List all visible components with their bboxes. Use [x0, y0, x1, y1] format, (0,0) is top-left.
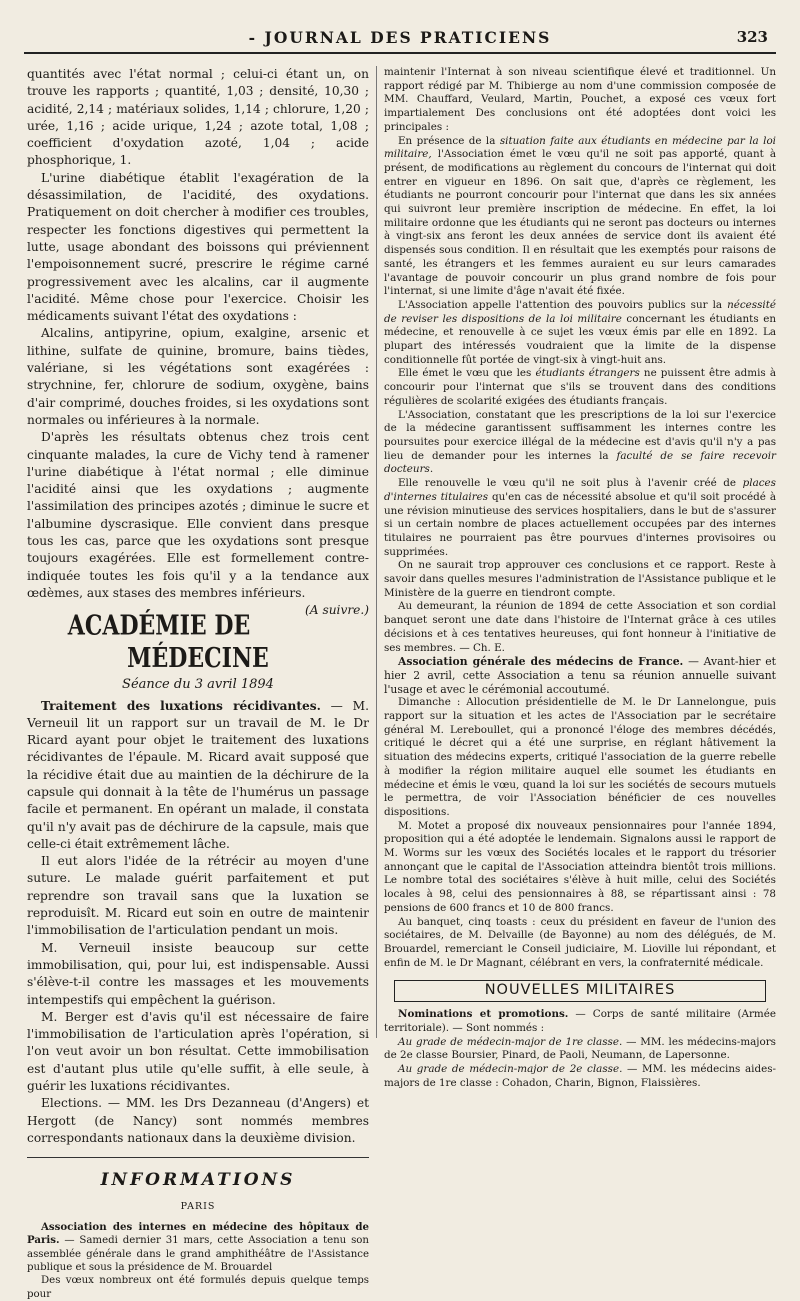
paragraph: Des vœux nombreux ont été formulés depuis quelque temps pour — [27, 1275, 369, 1300]
paragraph: M. Berger est d'avis qu'il est nécessaire de faire l'immobilisation de l'articulation après l'opération, si l'on veut avoir un bon résultat. Cette immobilisation est d'autant plus utile qu'elle suffit, à elle seule, à guérir les luxations récidivantes. — [27, 1009, 369, 1094]
paragraph-text: ne puissent être admis à concourir pour l'internat que s'ils se trouvent dans des conditions régulières de scolarité exigées des étudiants français. — [384, 367, 776, 407]
paragraph: quantités avec l'état normal ; celui-ci étant un, on trouve les rapports ; quantité, 1,03 ; densité, 10,30 ; acidité, 2,14 ; matériaux solides, 1,14 ; chlorure, 1,20 ; urée, 1,16 ; acide urique, 1,24 ; azote total, 1,08 ; coefficient d'oxydation azoté, 1,04 ; acide phosphorique, 1. — [27, 67, 369, 168]
paragraph: L'urine diabétique établit l'exagération de la désassimilation, de l'acidité, des oxydations. Pratiquement on doit chercher à modifier ces troubles, respecter les fonctions digestives qui permettent la lutte, usage abondant des boissons qui préviennent l'empoisonnement sucré, prescrire le régime carné progressivement avec les alcalins, car il augmente l'acidité. Même chose pour l'exercice. Choisir les médicaments suivant l'état des oxydations : — [27, 170, 369, 324]
emphasis: nécessité de reviser les dispositions de la loi militaire — [384, 298, 776, 325]
paragraph — [384, 299, 776, 368]
paragraph — [384, 477, 776, 559]
paragraph — [27, 429, 369, 618]
paragraph: M. Verneuil insiste beaucoup sur cette immobilisation, qui, pour lui, est indispensable. Aussi s'élève-t-il contre les massages et les mouvements intempestifs qui empêchent la guérison. — [27, 940, 369, 1007]
paragraph: Elections. — MM. les Drs Dezanneau (d'Angers) et Hergott (de Nancy) sont nommés membres correspondants nationaux dans la deuxième division. — [27, 1096, 369, 1145]
paragraph-text: — Avant-hier et hier 2 avril, cette Association a tenu sa réunion annuelle suivant l'usage et avec le cérémonial accoutumé. — [384, 655, 776, 696]
informations-title: INFORMATIONS — [100, 1170, 296, 1191]
journal-title: - JOURNAL DES PRATICIENS — [248, 28, 552, 47]
paragraph — [384, 367, 776, 408]
column-divider — [376, 66, 377, 1038]
paragraph: On ne saurait trop approuver ces conclusions et ce rapport. Reste à savoir dans quelles mesures l'administration de l'Assistance publique et le Ministère de la guerre en tiendront compte. — [384, 559, 776, 599]
article-lead: Association des internes en médecine des hôpitaux de Paris. — [27, 1220, 369, 1247]
paragraph-text: l'Association émet le vœu qu'il ne soit pas apporté, quant à présent, de modifications au règlement du concours de l'internat qui doit entrer en vigueur en 1896. On sait que, d'après ce règlement, les étudiants ne pourront concourir pour l'internat que dans les six années qui suivront leur première inscription de médecine. En effet, la loi militaire ordonne que les étudiants qui ne seront pas docteurs ou internes à vingt-six ans feront les deux années de service dont ils avaient été dispensés sous condition. Il en résultait que les exemptés pour raisons de santé, les étrangers et les femmes auraient eu sur leurs camarades l'avantage de pouvoir concourir un plus grand nombre de fois pour l'internat, si une limite d'âge n'avait été fixée. — [384, 148, 776, 298]
section-rule — [27, 1157, 369, 1158]
a-suivre: (A suivre.) — [305, 603, 369, 618]
emphasis: Au grade de médecin-major de 2e classe. — [398, 1062, 623, 1075]
paragraph-text: L'Association appelle l'attention des pouvoirs publics sur la — [398, 298, 728, 311]
paragraph-text: Elle renouvelle le vœu qu'il ne soit plus à l'avenir créé de — [398, 477, 743, 490]
paragraph — [27, 1221, 369, 1275]
paragraph — [384, 655, 776, 696]
paragraph — [384, 1036, 776, 1063]
left-column — [27, 66, 369, 1300]
paragraph — [384, 1008, 776, 1035]
article-lead: Association générale des médecins de France. — [398, 655, 684, 669]
page-header — [24, 26, 776, 52]
paris-subtitle: PARIS — [180, 1200, 216, 1212]
paragraph: maintenir l'Internat à son niveau scientifique élevé et traditionnel. Un rapport rédigé par M. Thibierge au nom d'une commission composée de MM. Chauffard, Veulard, Martin, Pouchet, a exposé ces vœux fort impartialement Des conclusions ont été adoptées dont voici les principales : — [384, 66, 776, 133]
paragraph: Il eut alors l'idée de la rétrécir au moyen d'une suture. Le malade guérit parfaitement et put reprendre son travail sans que la luxation se reproduisît. M. Ricard eut soin en outre de maintenir l'immobilisation de l'articulation pendant un mois. — [27, 854, 369, 938]
academie-title: ACADÉMIE DE MÉDECINE — [67, 609, 269, 675]
paragraph-text: — Samedi dernier 31 mars, cette Association a tenu son assemblée générale dans le grand amphithéâtre de l'Assistance publique et sous la présidence de M. Brouardel — [27, 1235, 369, 1274]
paragraph — [27, 698, 369, 854]
header-rule — [24, 52, 776, 54]
paragraph-text: concernant les étudiants en médecine, et renouvelle à ce sujet les vœux émis par elle en 1892. La plupart des intéressés voudraient que la limite de la dispense conditionnelle fût portée de vingt-six à vingt-huit ans. — [384, 312, 776, 366]
paragraph: Au banquet, cinq toasts : ceux du président en faveur de l'union des sociétaires, de M. Delvaille (de Bayonne) au nom des délégués, de M. Brouardel, remerciant le Conseil judiciaire, M. Lioville lui répondant, et enfin de M. le Dr Magnant, célébrant en vers, la confraternité médicale. — [384, 915, 776, 969]
emphasis: étudiants étrangers — [535, 367, 640, 380]
paragraph-text: — MM. les médecins-majors de 2e classe Boursier, Pinard, de Paoli, Neumann, de Lapersonne. — [384, 1035, 776, 1062]
paragraph — [384, 135, 776, 299]
right-column — [384, 66, 776, 1089]
emphasis: Au grade de médecin-major de 1re classe. — [398, 1035, 623, 1048]
paragraph-text: — M. Verneuil lit un rapport sur un travail de M. le Dr Ricard ayant pour objet le traitement des luxations récidivantes de l'épaule. M. Ricard avait supposé que la récidive était due au maintien de la déchirure de la capsule qui donnait à la tête de l'humérus un passage facile et permanent. En opérant un malade, il constata qu'il n'y avait pas de déchirure de la capsule, mais que celle-ci était extrêmement lâche. — [27, 698, 369, 851]
paragraph-text: — MM. les médecins aides-majors de 1re classe : Cohadon, Charin, Bignon, Flaissières. — [384, 1062, 776, 1089]
paragraph-text: qu'en cas de nécessité absolue et qu'il soit procédé à une révision minutieuse des services hospitaliers, dans le but de s'assurer si un certain nombre de places actuellement occupées par des internes titulaires ne pourraient pas être pourvues d'internes provisoires ou supprimées. — [384, 490, 776, 558]
article-lead: Traitement des luxations récidivantes. — [41, 698, 321, 713]
paragraph-text: — Corps de santé militaire (Armée territoriale). — Sont nommés : — [384, 1008, 776, 1034]
paragraph-text: L'Association, constatant que les prescriptions de la loi sur l'exercice de la médecine garantissent suffisamment les internes contre les poursuites pour exercice illégal de la médecine est d'avis qu'il n'y a pas lieu de demander pour les internes la — [384, 408, 776, 462]
article-lead: Nominations et promotions. — [398, 1008, 569, 1021]
paragraph: Alcalins, antipyrine, opium, exalgine, arsenic et lithine, sulfate de quinine, bromure, bains tièdes, valériane, si les végétations sont exagérées : strychnine, fer, chlorure de sodium, oxygène, bains d'air comprimé, douches froides, si les oxydations sont normales ou inférieures à la normale. — [27, 326, 369, 427]
paragraph: M. Motet a proposé dix nouveaux pensionnaires pour l'année 1894, proposition qui a été adoptée le lendemain. Signalons aussi le rapport de M. Worms sur les vœux des Sociétés locales et le rapport du trésorier annonçant que le capital de l'Association atteindra bientôt trois millions. Le nombre total des sociétaires s'élève à huit mille, celui des Sociétés locales à 98, celui des pensionnaires à 88, se répartissant ainsi : 78 pensions de 600 francs et 10 de 800 francs. — [384, 819, 776, 914]
seance-date: Séance du 3 avril 1894 — [122, 677, 274, 693]
paragraph — [384, 409, 776, 478]
page-number: 323 — [736, 28, 768, 46]
paragraph: Dimanche : Allocution présidentielle de M. le Dr Lannelongue, puis rapport sur la situation et les actes de l'Association par le secrétaire général M. Lereboullet, qui a prononcé l'éloge des membres décédés, critiqué le décret qui a été une surprise, en réglant hâtivement la situation des médecins experts, critiqué l'association de la guerre rebelle à modifier la région militaire auquel elle soumet les étudiants en médecine et émis le vœu, quand la loi sur les sociétés de secours mutuels le permettra, de voir l'Association bénéficier de ces nouvelles dispositions. — [384, 696, 776, 818]
paragraph: Au demeurant, la réunion de 1894 de cette Association et son cordial banquet seront une date dans l'histoire de l'Internat grâce à ces utiles décisions et à ces tentatives heureuses, qui font honneur à l'initiative de ses membres. — Ch. E. — [384, 600, 776, 654]
emphasis: places d'internes titulaires — [384, 477, 776, 503]
nouvelles-militaires-title: NOUVELLES MILITAIRES — [394, 980, 766, 1002]
paragraph — [384, 1063, 776, 1090]
paragraph-text: En présence de la — [398, 134, 500, 147]
emphasis: faculté de se faire recevoir docteurs. — [384, 449, 776, 476]
paragraph-text: Elle émet le vœu que les — [398, 367, 536, 380]
emphasis: situation faite aux étudiants en médecine par la loi militaire, — [384, 134, 776, 161]
paragraph-text: D'après les résultats obtenus chez trois cent cinquante malades, la cure de Vichy tend à ramener l'urine diabétique à l'état normal ; elle diminue l'acidité ainsi que les oxydations ; augmente l'assimilation des principes azotés ; diminue le sucre et l'albumine dyscrasique. Elle convient dans presque tous les cas, parce que les oxydations sont presque toujours exagérées. Elle est formellement contre-indiquée toutes les fois qu'il y a la tendance aux œdèmes, aux stases des membres inférieurs. — [27, 430, 369, 600]
